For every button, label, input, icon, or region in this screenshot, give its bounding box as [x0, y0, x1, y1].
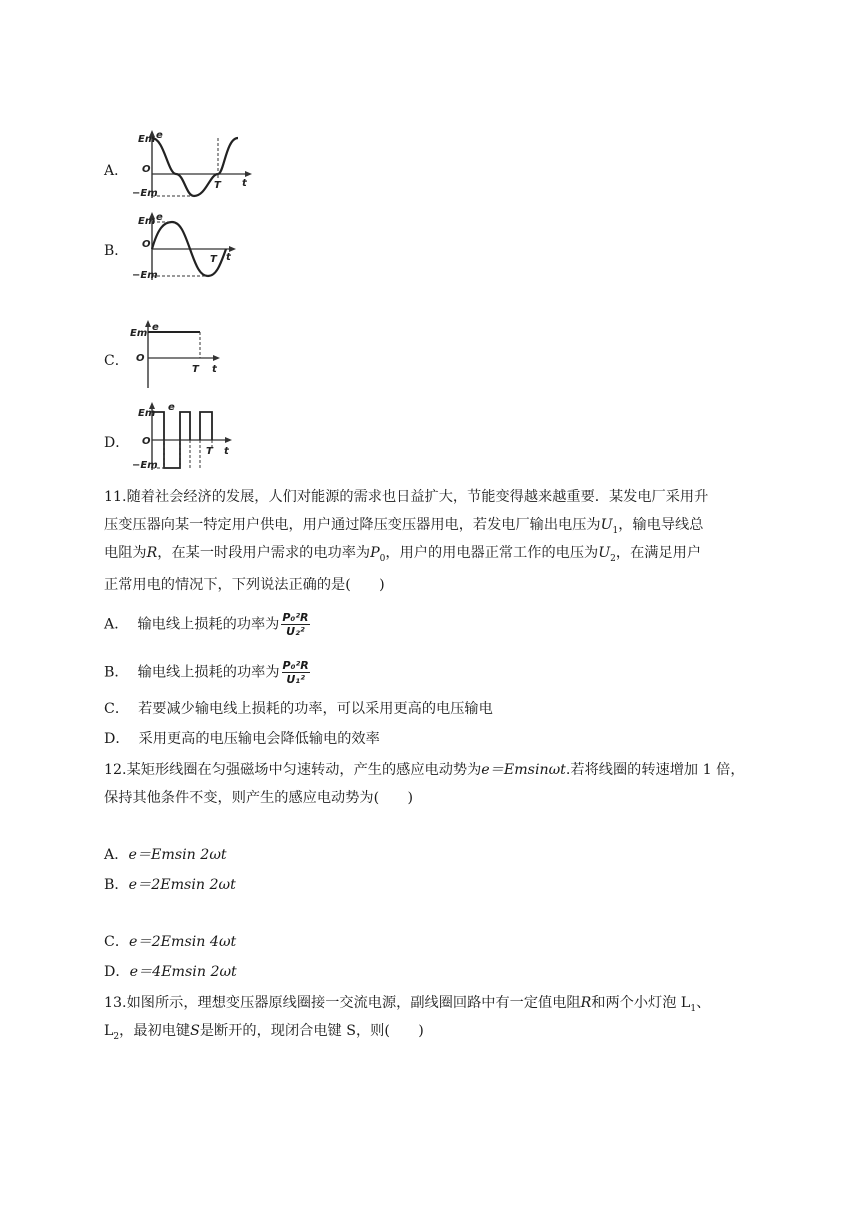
q11-var-u2: U: [598, 545, 611, 561]
q11-sub-1: 1: [612, 525, 619, 536]
q12-option-b-text: e＝2Emsin 2ωt: [128, 877, 236, 893]
q11-option-c-text: 若要减少输电线上损耗的功率，可以采用更高的电压输电: [138, 701, 493, 717]
q11-stem-part-3b: ，在某一时段用户需求的电功率为: [157, 545, 371, 561]
q11-line-2: [104, 515, 703, 541]
q10-b-negem-label: −Em: [132, 270, 158, 281]
q12-stem-part-1a: 12.某矩形线圈在匀强磁场中匀速转动，产生的感应电动势为: [104, 762, 482, 778]
q13-sub-2: 2: [113, 1031, 120, 1042]
q13-stem-part-1c: 、: [696, 995, 711, 1011]
q10-c-e-label: e: [152, 322, 159, 333]
q10-a-period-label: T: [214, 180, 221, 191]
q11-option-a-denominator: U₂²: [286, 625, 305, 638]
q12-option-c-text: e＝2Emsin 4ωt: [129, 934, 237, 950]
q11-option-b: [104, 660, 310, 685]
q10-option-c-letter: C．: [104, 353, 129, 369]
q10-b-em-label: Em: [138, 216, 156, 227]
q13-stem-part-2b: ，最初电键: [119, 1023, 191, 1039]
q10-option-c-graph: [128, 318, 268, 390]
q11-option-a-text: 输电线上损耗的功率为: [137, 616, 280, 633]
q11-option-b-letter: B．: [104, 664, 129, 681]
q10-c-period-label: T: [192, 364, 199, 375]
q10-option-b-graph: [130, 210, 270, 284]
q10-b-origin-label: O: [142, 239, 151, 250]
q11-option-b-text: 输电线上损耗的功率为: [137, 664, 280, 681]
q12-option-a: [104, 845, 227, 865]
q13-stem-part-1b: 和两个小灯泡 L: [591, 995, 691, 1011]
q13-var-s: S: [190, 1023, 200, 1039]
q13-var-r: R: [580, 995, 592, 1011]
q11-option-c: [104, 699, 493, 719]
q11-sub-2: 2: [610, 553, 616, 564]
q11-option-b-fraction: [282, 660, 310, 685]
q12-line-1: [104, 760, 745, 780]
q11-option-b-denominator: U₁²: [286, 673, 305, 686]
q13-stem-part-2a: L: [104, 1023, 114, 1039]
q12-option-d-letter: D．: [104, 964, 130, 980]
q10-d-origin-label: O: [142, 436, 151, 447]
q10-b-e-label: e: [156, 212, 163, 223]
q11-option-a-numerator: P₀²R: [282, 611, 309, 624]
q11-line-1: [104, 487, 708, 507]
q11-option-d-text: 采用更高的电压输电会降低输电的效率: [138, 731, 380, 747]
q11-var-u1: U: [600, 517, 613, 533]
q13-sub-1: 1: [690, 1003, 697, 1014]
q11-stem-part-3d: ，在满足用户: [615, 545, 702, 561]
q11-stem-part-2b: ，输电导线总: [618, 517, 704, 533]
q11-option-a-fraction: [281, 612, 309, 637]
q10-a-em-label: Em: [138, 134, 156, 145]
q10-a-origin-label: O: [142, 164, 151, 175]
q12-option-d-text: e＝4Emsin 2ωt: [129, 964, 237, 980]
q12-option-a-letter: A．: [104, 847, 129, 863]
q11-var-r: R: [146, 545, 158, 561]
q13-stem-part-1a: 13.如图所示，理想变压器原线圈接一交流电源，副线圈回路中有一定值电阻: [104, 995, 581, 1011]
q11-option-d-letter: D．: [104, 731, 130, 747]
q12-line-2: [104, 788, 413, 808]
q10-option-d-graph: [130, 400, 270, 472]
q10-c-em-label: Em: [130, 328, 148, 339]
q11-option-b-numerator: P₀²R: [282, 659, 309, 672]
q11-line-4: [104, 575, 385, 595]
q12-option-c: [104, 932, 236, 952]
q12-option-d: [104, 962, 237, 982]
q10-b-period-label: T: [210, 254, 217, 265]
q11-stem-part-1: 11.随着社会经济的发展，人们对能源的需求也日益扩大，节能变得越来越重要．某发电厂采用升: [104, 489, 709, 505]
q12-stem-part-1b: .若将线圈的转速增加 1 倍，: [565, 762, 745, 778]
q11-sub-0: 0: [379, 553, 386, 564]
q13-stem-part-2c: 是断开的，现闭合电键 S，则( ): [199, 1023, 424, 1039]
q10-option-a-letter: A．: [104, 163, 129, 179]
q12-option-a-text: e＝Emsin 2ωt: [128, 847, 227, 863]
q11-option-c-letter: C．: [104, 701, 130, 717]
q10-d-t-label: t: [224, 446, 229, 457]
q12-stem-part-2: 保持其他条件不变，则产生的感应电动势为( ): [104, 790, 414, 806]
q11-option-a: [104, 612, 310, 637]
q11-option-a-letter: A．: [104, 616, 129, 633]
q11-stem-part-3a: 电阻为: [104, 545, 147, 561]
q13-line-2: [104, 1021, 424, 1047]
q11-stem-part-3c: ，用户的用电器正常工作的电压为: [385, 545, 599, 561]
q11-stem-part-2a: 压变压器向某一特定用户供电，用户通过降压变压器用电，若发电厂输出电压为: [104, 517, 601, 533]
q10-option-d-letter: D．: [104, 435, 130, 451]
q10-d-e-label: e: [168, 402, 175, 413]
q11-line-3: [104, 543, 701, 569]
q10-d-em-label: Em: [138, 408, 156, 419]
q10-c-t-label: t: [212, 364, 217, 375]
q10-c-origin-label: O: [136, 353, 145, 364]
q10-d-negem-label: −Em: [132, 460, 158, 471]
q12-equation: e＝Emsinωt: [481, 762, 566, 778]
q10-a-e-label: e: [156, 130, 163, 141]
q10-b-t-label: t: [226, 252, 231, 263]
q12-option-b-letter: B．: [104, 877, 129, 893]
q11-var-p0: P: [370, 545, 380, 561]
q10-a-t-label: t: [242, 178, 247, 189]
q12-option-b: [104, 875, 236, 895]
q10-option-b-letter: B．: [104, 243, 129, 259]
q12-option-c-letter: C．: [104, 934, 130, 950]
q11-stem-part-4: 正常用电的情况下，下列说法正确的是( ): [104, 577, 385, 593]
q13-line-1: [104, 993, 710, 1019]
q10-d-period-label: T: [206, 446, 213, 457]
q10-option-a-graph: [130, 128, 270, 200]
q10-a-negem-label: −Em: [132, 188, 158, 199]
q11-option-d: [104, 729, 380, 749]
